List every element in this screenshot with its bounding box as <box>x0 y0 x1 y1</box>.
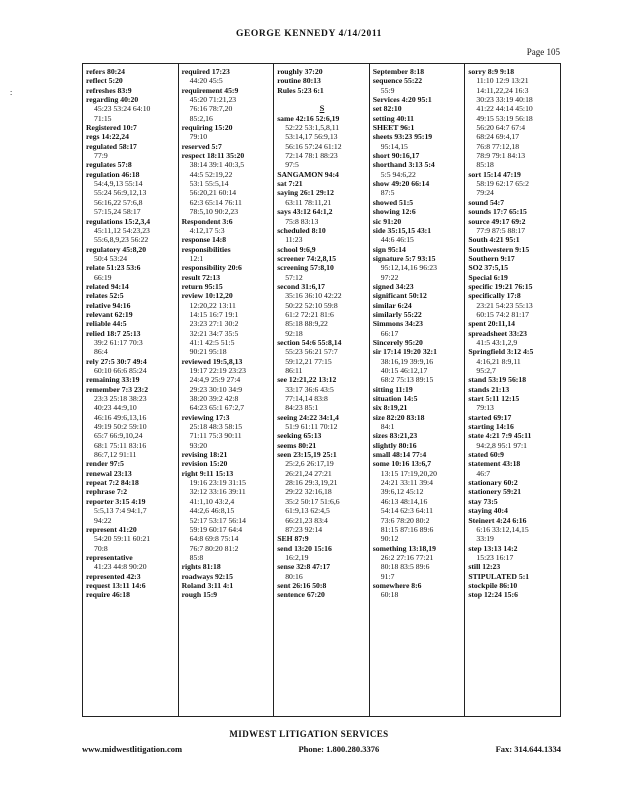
index-subentry: 46:13 48:14,16 <box>380 496 428 506</box>
index-subentry: 95:2,7 <box>476 366 496 375</box>
index-subentry: 84:1 <box>380 422 395 432</box>
index-entry: stated 60:9 <box>468 450 505 460</box>
index-subentry: 56:20 64:7 67:4 <box>476 123 526 133</box>
index-subentry: 24:21 33:11 39:4 <box>380 478 434 488</box>
index-entry: Special 6:19 <box>468 272 508 282</box>
index-entry: sign 95:14 <box>372 244 406 254</box>
index-subentry: 76:16 78:7,20 <box>189 104 233 114</box>
index-column-2 <box>179 64 275 716</box>
index-entry: refers 80:24 <box>86 67 125 76</box>
index-entry: sounds 17:7 65:15 <box>468 207 527 217</box>
index-subentry: 49:15 53:19 56:18 <box>476 113 533 123</box>
index-subentry: 45:11,12 54:23,23 <box>94 225 150 235</box>
index-entry: still 12:23 <box>468 562 501 572</box>
page-number: Page 105 <box>526 47 560 57</box>
index-subentry: 95:14,15 <box>380 141 408 151</box>
index-subentry: 76:7 80:20 81:2 <box>189 543 239 553</box>
index-entry: September 8:18 <box>372 67 425 76</box>
index-entry: response 14:8 <box>181 235 227 245</box>
index-subentry: 26:2 27:16 77:21 <box>380 552 434 562</box>
index-entry: saying 26:1 29:12 <box>277 188 334 198</box>
index-entry: sir 17:14 19:20 32:1 <box>372 347 437 357</box>
index-entry: stands 21:13 <box>468 384 510 394</box>
index-entry: size 82:20 83:18 <box>372 412 425 422</box>
index-subentry: 26:21,24 27:21 <box>285 468 332 478</box>
index-subentry: 84:23 85:1 <box>285 403 319 413</box>
index-subentry: 33:17 36:6 43:5 <box>285 384 334 394</box>
index-entry: sentence 67:20 <box>277 590 325 600</box>
index-entry: required 17:23 <box>181 67 230 76</box>
index-entry: roadways 92:15 <box>181 571 233 581</box>
index-entry: seeking 65:13 <box>277 431 322 441</box>
index-entry: reliable 44:5 <box>86 319 127 329</box>
index-entry: requiring 15:20 <box>181 123 233 133</box>
index-subentry: 60:18 <box>380 590 399 600</box>
index-entry: regulations 15:2,3,4 <box>86 216 151 226</box>
index-entry: STIPULATED 5:1 <box>468 571 530 581</box>
index-subentry: 5:5 94:6,22 <box>380 169 416 179</box>
index-table <box>82 63 561 717</box>
index-subentry: 85:18 <box>476 160 494 170</box>
index-subentry: 13:15 17:19,20,20 <box>380 468 437 478</box>
index-subentry: 66:19 <box>94 272 112 282</box>
index-entry: responsibilities <box>181 244 231 254</box>
index-entry: Services 4:20 95:1 <box>372 95 432 105</box>
index-entry: significant 50:12 <box>372 291 427 301</box>
index-subentry: 6:16 33:12,14,15 <box>476 524 529 534</box>
index-entry: same 42:16 52:6,19 <box>277 113 340 123</box>
index-subentry: 24:4,9 25:9 27:4 <box>189 375 241 385</box>
index-entry: sent 26:16 50:8 <box>277 580 327 590</box>
index-entry: screening 57:8,10 <box>277 263 334 273</box>
index-entry: Registered 10:7 <box>86 123 137 133</box>
index-subentry: 49:19 50:2 59:10 <box>94 422 147 432</box>
index-subentry: 54:14 62:3 64:11 <box>380 506 434 516</box>
index-entry: stationery 59:21 <box>468 487 522 497</box>
index-subentry: 85:2,16 <box>189 113 213 123</box>
index-subentry: 12:20,22 13:11 <box>189 300 236 310</box>
index-entry: return 95:15 <box>181 281 223 291</box>
index-subentry: 38:14 39:1 40:3,5 <box>189 160 245 170</box>
index-entry: request 13:11 14:6 <box>86 580 146 590</box>
index-subentry: 57:12 <box>285 272 303 282</box>
index-entry: regulatory 45:8,20 <box>86 244 147 254</box>
index-subentry: 76:8 77:12,18 <box>476 141 520 151</box>
index-subentry: 94:2,8 95:1 97:1 <box>476 440 527 450</box>
index-subentry: 19:16 23:19 31:15 <box>189 478 246 488</box>
index-subentry: 66:17 <box>380 328 399 338</box>
index-entry: roughly 37:20 <box>277 67 323 76</box>
index-subentry: 39:6,12 45:12 <box>380 487 424 497</box>
index-subentry: 51:9 61:11 70:12 <box>285 422 338 432</box>
index-subentry: 85:8 <box>189 552 204 562</box>
index-entry: signed 34:23 <box>372 281 414 291</box>
index-entry: routine 80:13 <box>277 76 321 86</box>
index-entry: relates 52:5 <box>86 291 124 301</box>
index-entry: regs 14:22,24 <box>86 132 129 142</box>
index-subentry: 35:16 36:10 42:22 <box>285 291 342 301</box>
index-subentry: 41:1,10 43:2,4 <box>189 496 235 506</box>
index-entry: see 12:21,22 13:12 <box>277 375 337 385</box>
index-subentry: 41:5 43:1,2,9 <box>476 337 518 347</box>
index-entry: refreshes 83:9 <box>86 85 132 95</box>
index-subentry: 64:8 69:8 75:14 <box>189 534 239 544</box>
index-subentry: 75:8 83:13 <box>285 216 319 226</box>
index-subentry: 77:9 <box>94 151 108 161</box>
index-entry: revising 18:21 <box>181 450 228 460</box>
index-entry: source 49:17 69:2 <box>468 216 526 226</box>
index-subentry: 91:7 <box>380 571 395 581</box>
index-entry: stockpile 86:10 <box>468 580 518 590</box>
index-subentry: 41:1 42:5 51:5 <box>189 337 235 347</box>
index-column-4 <box>370 64 466 716</box>
index-subentry: 73:6 78:20 80:2 <box>380 515 430 525</box>
index-subentry: 23:3 25:18 38:23 <box>94 394 147 404</box>
index-subentry: 97:5 <box>285 160 299 170</box>
index-entry: short 90:16,17 <box>372 151 420 161</box>
index-entry: Steinert 4:24 6:16 <box>468 515 527 525</box>
index-subentry: 35:2 50:17 51:6,6 <box>285 496 340 506</box>
index-entry: remember 7:3 23:2 <box>86 384 149 394</box>
index-subentry: 44:20 45:5 <box>189 76 223 86</box>
index-entry: similar 6:24 <box>372 300 412 310</box>
index-entry: Roland 3:11 4:1 <box>181 580 234 590</box>
index-entry: requirement 45:9 <box>181 85 239 95</box>
index-subentry: 68:1 75:11 83:16 <box>94 440 147 450</box>
index-entry: reviewed 19:5,8,13 <box>181 356 243 366</box>
index-entry: some 10:16 13:6,7 <box>372 459 432 469</box>
index-entry: show 49:20 66:14 <box>372 179 430 189</box>
page-title: GEORGE KENNEDY 4/14/2011 <box>235 29 382 39</box>
index-entry: result 72:13 <box>181 272 221 282</box>
index-entry: render 97:5 <box>86 459 124 469</box>
index-entry: Respondent 3:6 <box>181 216 233 226</box>
index-entry: Rules 5:23 6:1 <box>277 85 324 95</box>
index-subentry: 71:11 75:3 90:11 <box>189 431 242 441</box>
index-entry: Springfield 3:12 4:5 <box>468 347 534 357</box>
index-subentry: 70:8 <box>94 543 108 553</box>
index-entry: state 4:21 7:9 45:11 <box>468 431 532 441</box>
footer-company: MIDWEST LITIGATION SERVICES <box>229 729 389 739</box>
index-subentry: 64:23 65:1 67:2,7 <box>189 403 245 413</box>
index-entry: starting 14:16 <box>468 422 514 432</box>
index-subentry: 40:15 46:12,17 <box>380 366 428 375</box>
index-subentry: 90:21 95:18 <box>189 347 227 357</box>
index-entry: sequence 55:22 <box>372 76 423 86</box>
index-entry: SO2 37:5,15 <box>468 263 509 273</box>
index-entry: rephrase 7:2 <box>86 487 128 497</box>
index-entry: revision 15:20 <box>181 459 228 469</box>
index-subentry: 94:22 <box>94 515 112 525</box>
index-subentry: 45:23 53:24 64:10 <box>94 104 151 114</box>
index-subentry: 86:4 <box>94 347 108 357</box>
index-subentry: 55:24 56:9,12,13 <box>94 188 147 198</box>
index-entry: reflect 5:20 <box>86 76 123 86</box>
index-subentry: 86:7,12 91:11 <box>94 450 137 460</box>
index-entry: somewhere 8:6 <box>372 580 422 590</box>
index-subentry: 92:18 <box>285 328 303 338</box>
index-subentry: 28:16 29:3,19,21 <box>285 478 338 488</box>
footer-website[interactable]: www.midwestlitigation.com <box>82 744 183 754</box>
index-entry: Simmons 34:23 <box>372 319 423 329</box>
index-entry: regarding 40:20 <box>86 95 139 105</box>
index-entry: Sincerely 95:20 <box>372 337 423 347</box>
index-entry: specific 19:21 76:15 <box>468 281 533 291</box>
index-subentry: 4:12,17 5:3 <box>189 225 225 235</box>
index-subentry: 11:10 12:9 13:21 <box>476 76 529 86</box>
index-entry: stand 53:19 56:18 <box>468 375 527 385</box>
index-entry: scheduled 8:10 <box>277 225 326 235</box>
index-entry: sort 15:14 47:19 <box>468 169 521 179</box>
index-subentry: 29:23 30:10 34:9 <box>189 384 243 394</box>
index-entry: statement 43:18 <box>468 459 521 469</box>
index-subentry: 68:24 69:4,17 <box>476 132 520 142</box>
index-subentry: 60:15 74:2 81:17 <box>476 309 529 319</box>
index-subentry: 59:12,21 77:15 <box>285 356 332 366</box>
index-entry: SEH 87:9 <box>277 534 309 544</box>
footer-contact <box>82 744 561 754</box>
index-subentry: 23:21 54:23 55:13 <box>476 300 533 310</box>
index-entry: sense 32:8 47:17 <box>277 562 331 572</box>
index-entry: reviewing 17:3 <box>181 412 230 422</box>
index-entry: SHEET 96:1 <box>372 123 415 133</box>
index-subentry: 45:20 71:21,23 <box>189 95 237 105</box>
index-entry: signature 5:7 93:15 <box>372 253 436 263</box>
index-subentry: 25:2,6 26:17,19 <box>285 459 334 469</box>
index-entry: similarly 55:22 <box>372 309 422 319</box>
index-subentry: 38:20 39:2 42:8 <box>189 394 239 404</box>
index-entry: represent 41:20 <box>86 524 137 534</box>
index-entry: rely 27:5 30:7 49:4 <box>86 356 147 366</box>
index-subentry: 50:4 53:24 <box>94 253 128 263</box>
index-entry: send 13:20 15:16 <box>277 543 332 553</box>
index-subentry: 25:18 48:3 58:15 <box>189 422 243 432</box>
index-subentry: 56:20,21 60:14 <box>189 188 237 198</box>
index-entry: sizes 83:21,23 <box>372 431 418 441</box>
index-column-5 <box>465 64 560 716</box>
index-entry: regulation 46:18 <box>86 169 140 179</box>
index-subentry: 54:4,9,13 55:14 <box>94 179 143 189</box>
index-subentry: 71:15 <box>94 113 112 123</box>
index-subentry: 14:15 16:7 19:1 <box>189 309 239 319</box>
index-entry: sitting 11:19 <box>372 384 413 394</box>
index-entry: review 10:12,20 <box>181 291 233 301</box>
index-subentry: 77:9 87:5 88:17 <box>476 225 526 235</box>
index-entry: regulates 57:8 <box>86 160 132 170</box>
index-entry: sorry 8:9 9:18 <box>468 67 515 76</box>
index-entry: right 9:11 15:13 <box>181 468 234 478</box>
index-subentry: 56:16 57:24 61:12 <box>285 141 342 151</box>
index-subentry: 55:9 <box>380 85 395 95</box>
index-entry: stop 12:24 15:6 <box>468 590 518 600</box>
index-entry: start 5:11 12:15 <box>468 394 520 404</box>
index-subentry: 11:23 <box>285 235 303 245</box>
index-subentry: 14:11,22,24 16:3 <box>476 85 529 95</box>
margin-mark: : <box>10 88 13 97</box>
index-entry: relative 94:16 <box>86 300 131 310</box>
index-subentry: 60:10 66:6 85:24 <box>94 366 147 375</box>
index-entry: reporter 3:15 4:19 <box>86 496 146 506</box>
index-column-3 <box>274 64 370 716</box>
index-entry: sic 91:20 <box>372 216 402 226</box>
index-subentry: 85:18 88:9,22 <box>285 319 328 329</box>
index-subentry: 61:9,13 62:4,5 <box>285 506 330 516</box>
index-column-1 <box>83 64 179 716</box>
index-entry: showed 51:5 <box>372 197 414 207</box>
index-subentry: 61:2 72:21 81:6 <box>285 309 334 319</box>
index-subentry: 62:3 65:14 76:11 <box>189 197 242 207</box>
index-subentry: 46:16 49:6,13,16 <box>94 412 147 422</box>
index-section-letter: S <box>319 103 325 114</box>
index-entry: showing 12:6 <box>372 207 416 217</box>
index-entry: screener 74:2,8,15 <box>277 253 337 263</box>
index-subentry: 52:17 53:17 56:14 <box>189 515 246 525</box>
index-subentry: 86:11 <box>285 366 303 375</box>
index-entry: school 9:6,9 <box>277 244 316 254</box>
index-entry: six 8:19,21 <box>372 403 408 413</box>
index-entry: remaining 33:19 <box>86 375 140 385</box>
index-subentry: 56:16,22 57:6,8 <box>94 197 143 207</box>
footer-phone: Phone: 1.800.280.3376 <box>298 744 380 754</box>
index-entry: relate 51:23 53:6 <box>86 263 141 273</box>
index-entry: staying 40:4 <box>468 506 508 516</box>
index-subentry: 41:22 44:14 45:10 <box>476 104 533 114</box>
index-entry: slightly 80:16 <box>372 440 417 450</box>
index-entry: sheets 93:23 95:19 <box>372 132 433 142</box>
index-subentry: 78:9 79:1 84:13 <box>476 151 526 161</box>
index-subentry: 79:24 <box>476 188 494 198</box>
index-subentry: 77:14,14 83:8 <box>285 394 328 404</box>
index-entry: relevant 62:19 <box>86 309 133 319</box>
index-subentry: 97:22 <box>380 272 399 282</box>
index-subentry: 55:6,8,9,23 56:22 <box>94 235 149 245</box>
index-subentry: 38:16,19 39:9,16 <box>380 356 434 366</box>
index-subentry: 66:21,23 83:4 <box>285 515 328 525</box>
index-subentry: 93:20 <box>189 440 208 450</box>
index-subentry: 78:5,10 90:2,23 <box>189 207 239 217</box>
index-entry: section 54:6 55:8,14 <box>277 337 342 347</box>
index-subentry: 41:23 44:8 90:20 <box>94 562 147 572</box>
index-entry: seen 23:15,19 25:1 <box>277 450 337 460</box>
index-subentry: 15:23 16:17 <box>476 552 514 562</box>
index-subentry: 16:2,19 <box>285 552 309 562</box>
index-subentry: 12:1 <box>189 253 204 263</box>
index-entry: set 82:10 <box>372 104 402 114</box>
index-subentry: 80:16 <box>285 571 303 581</box>
index-entry: seems 80:21 <box>277 440 317 450</box>
index-subentry: 53:14,17 56:9,13 <box>285 132 338 142</box>
index-subentry: 95:12,14,16 96:23 <box>380 263 437 273</box>
index-subentry: 90:12 <box>380 534 399 544</box>
index-entry: small 48:14 77:4 <box>372 450 427 460</box>
index-subentry: 80:18 83:5 89:6 <box>380 562 430 572</box>
footer-fax: Fax: 314.644.1334 <box>495 744 561 754</box>
index-subentry: 58:19 62:17 65:2 <box>476 179 529 189</box>
index-subentry: 44:2,6 46:8,15 <box>189 506 235 516</box>
index-subentry: 44:5 52:19,22 <box>189 169 233 179</box>
index-entry: South 4:21 95:1 <box>468 235 520 245</box>
index-entry: setting 40:11 <box>372 113 414 123</box>
index-subentry: 44:6 46:15 <box>380 235 414 245</box>
index-entry: related 94:14 <box>86 281 129 291</box>
index-entry: step 13:13 14:2 <box>468 543 518 553</box>
index-entry: require 46:18 <box>86 590 130 600</box>
index-entry: second 31:6,17 <box>277 281 326 291</box>
index-subentry: 4:16,21 8:9,11 <box>476 356 521 366</box>
index-subentry: 32:21 34:7 35:5 <box>189 328 239 338</box>
index-subentry: 68:2 75:13 89:15 <box>380 375 434 385</box>
index-entry: repeat 7:2 84:18 <box>86 478 139 488</box>
index-entry: shorthand 3:13 5:4 <box>372 160 435 170</box>
index-entry: started 69:17 <box>468 412 512 422</box>
index-entry: responsibility 20:6 <box>181 263 242 273</box>
index-subentry: 5:5,13 7:4 94:1,7 <box>94 506 147 516</box>
index-entry: stationary 60:2 <box>468 478 518 488</box>
index-subentry: 29:22 32:16,18 <box>285 487 332 497</box>
index-entry: stay 73:5 <box>468 496 498 506</box>
index-subentry: 39:2 61:17 70:3 <box>94 337 143 347</box>
index-entry: regulated 58:17 <box>86 141 137 151</box>
index-subentry: 79:10 <box>189 132 208 142</box>
index-subentry: 32:12 33:16 39:11 <box>189 487 246 497</box>
index-subentry: 54:20 59:11 60:21 <box>94 534 151 544</box>
index-subentry: 46:7 <box>476 468 491 478</box>
index-entry: something 13:18,19 <box>372 543 436 553</box>
index-subentry: 55:23 56:21 57:7 <box>285 347 338 357</box>
index-subentry: 72:14 78:1 88:23 <box>285 151 338 161</box>
index-entry: representative <box>86 552 133 562</box>
index-entry: sound 54:7 <box>468 197 505 207</box>
index-subentry: 50:22 52:10 59:8 <box>285 300 338 310</box>
index-entry: specifically 17:8 <box>468 291 521 301</box>
index-entry: spreadsheet 33:23 <box>468 328 527 338</box>
index-subentry: 81:15 87:16 89:6 <box>380 524 434 534</box>
index-entry: rights 81:18 <box>181 562 221 572</box>
index-subentry: 52:22 53:1,5,8,11 <box>285 123 340 133</box>
index-entry: seeing 24:22 34:1,4 <box>277 412 339 422</box>
index-entry: rough 15:9 <box>181 590 218 600</box>
index-entry: says 43:12 64:1,2 <box>277 207 333 217</box>
index-subentry: 87:23 92:14 <box>285 524 323 534</box>
index-subentry: 57:15,24 58:17 <box>94 207 141 217</box>
index-subentry: 87:5 <box>380 188 395 198</box>
index-subentry: 63:11 78:11,21 <box>285 197 332 207</box>
index-entry: Southwestern 9:15 <box>468 244 530 254</box>
index-entry: respect 18:11 35:20 <box>181 151 245 161</box>
index-entry: spent 20:11,14 <box>468 319 515 329</box>
index-subentry: 19:17 22:19 23:23 <box>189 366 246 375</box>
index-entry: renewal 23:13 <box>86 468 132 478</box>
index-subentry: 30:23 33:19 40:18 <box>476 95 533 105</box>
index-subentry: 40:23 44:9,10 <box>94 403 137 413</box>
index-entry: sat 7:21 <box>277 179 303 189</box>
index-entry: relied 18:7 25:13 <box>86 328 141 338</box>
index-entry: Southern 9:17 <box>468 253 515 263</box>
index-entry: represented 42:3 <box>86 571 141 581</box>
index-subentry: 59:19 60:17 64:4 <box>189 524 243 534</box>
index-entry: situation 14:5 <box>372 394 418 404</box>
index-entry: SANGAMON 94:4 <box>277 169 339 179</box>
index-subentry: 79:13 <box>476 403 494 413</box>
index-subentry: 53:1 55:5,14 <box>189 179 229 189</box>
index-entry: reserved 5:7 <box>181 141 222 151</box>
index-subentry: 33:19 <box>476 534 494 544</box>
index-entry: side 35:15,15 43:1 <box>372 225 432 235</box>
index-subentry: 65:7 66:9,10,24 <box>94 431 143 441</box>
index-subentry: 23:23 27:1 30:2 <box>189 319 239 329</box>
